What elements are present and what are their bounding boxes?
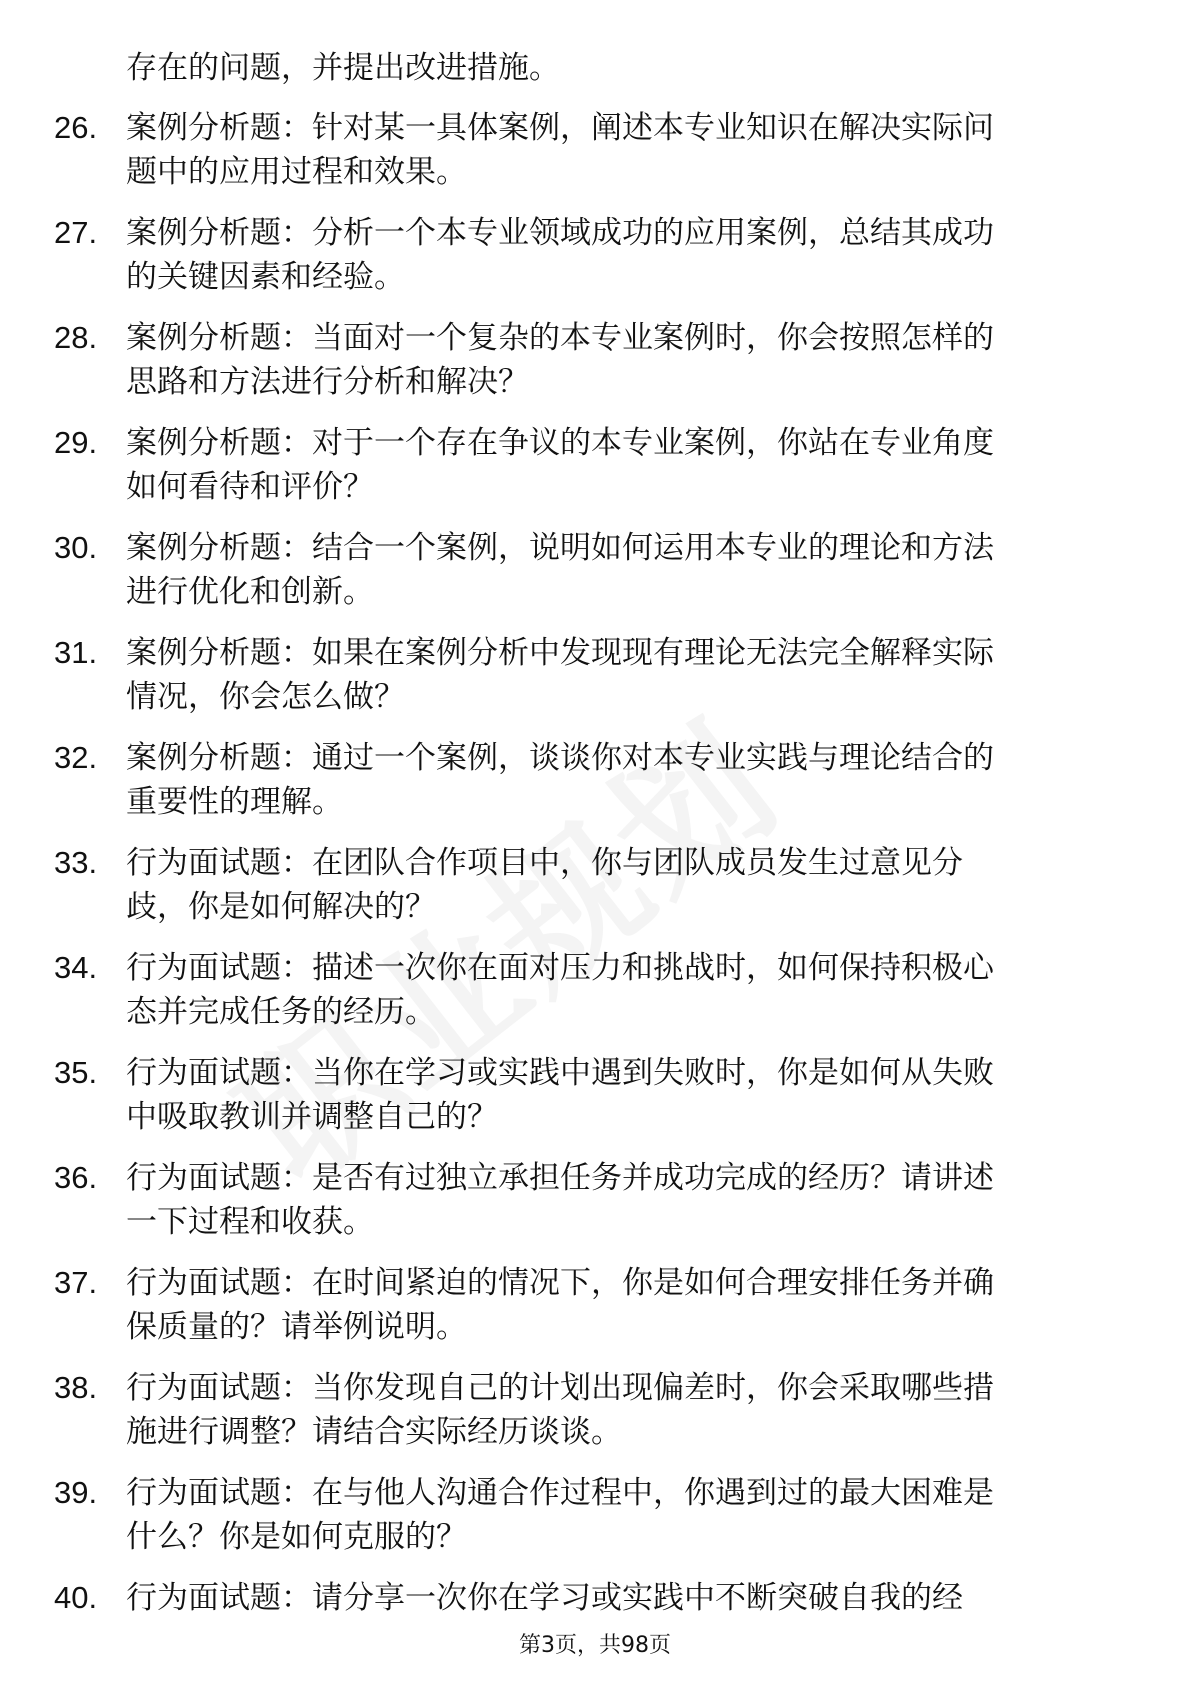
question-text	[126, 946, 1126, 1034]
question-number: 35.	[54, 1055, 98, 1090]
list-item	[0, 526, 1190, 631]
question-text	[126, 211, 1126, 299]
question-number: 34.	[54, 950, 98, 985]
question-number: 29.	[54, 425, 98, 460]
list-item	[0, 421, 1190, 526]
question-number: 32.	[54, 740, 98, 775]
list-item	[0, 1471, 1190, 1576]
list-item	[0, 631, 1190, 736]
question-line: 题中的应用过程和效果。	[126, 154, 467, 190]
question-text	[126, 1366, 1126, 1454]
question-line: 案例分析题：针对某一具体案例，阐述本专业知识在解决实际问	[126, 110, 994, 146]
question-line: 进行优化和创新。	[126, 574, 374, 610]
question-text	[126, 1051, 1126, 1139]
list-item	[0, 211, 1190, 316]
question-line: 思路和方法进行分析和解决？	[126, 364, 529, 400]
question-text	[126, 526, 1126, 614]
list-item	[0, 1051, 1190, 1156]
question-line: 一下过程和收获。	[126, 1204, 374, 1240]
question-number: 37.	[54, 1265, 98, 1300]
question-text	[126, 1471, 1126, 1559]
question-line: 施进行调整？请结合实际经历谈谈。	[126, 1414, 622, 1450]
question-text	[126, 1156, 1126, 1244]
question-list	[0, 106, 1190, 1681]
question-line: 情况，你会怎么做？	[126, 679, 405, 715]
question-number: 27.	[54, 215, 98, 250]
question-line: 什么？你是如何克服的？	[126, 1519, 467, 1555]
question-text	[126, 736, 1126, 824]
question-line: 重要性的理解。	[126, 784, 343, 820]
list-item	[0, 316, 1190, 421]
question-number: 39.	[54, 1475, 98, 1510]
question-line: 案例分析题：如果在案例分析中发现现有理论无法完全解释实际	[126, 635, 994, 671]
list-item	[0, 106, 1190, 211]
question-line: 行为面试题：在团队合作项目中，你与团队成员发生过意见分	[126, 845, 963, 881]
question-line: 中吸取教训并调整自己的？	[126, 1099, 498, 1135]
question-line: 行为面试题：是否有过独立承担任务并成功完成的经历？请讲述	[126, 1160, 994, 1196]
question-number: 26.	[54, 110, 98, 145]
question-text	[126, 1576, 1126, 1620]
question-line: 行为面试题：在时间紧迫的情况下，你是如何合理安排任务并确	[126, 1265, 994, 1301]
question-text	[126, 1261, 1126, 1349]
question-line: 的关键因素和经验。	[126, 259, 405, 295]
question-line: 案例分析题：对于一个存在争议的本专业案例，你站在专业角度	[126, 425, 994, 461]
question-line: 保质量的？请举例说明。	[126, 1309, 467, 1345]
question-number: 31.	[54, 635, 98, 670]
question-line: 行为面试题：当你在学习或实践中遇到失败时，你是如何从失败	[126, 1055, 994, 1091]
question-line: 歧，你是如何解决的？	[126, 889, 436, 925]
page-footer: 第3页，共98页	[519, 1633, 671, 1658]
list-item	[0, 946, 1190, 1051]
continuation-text: 存在的问题，并提出改进措施。	[126, 50, 560, 86]
question-number: 33.	[54, 845, 98, 880]
question-line: 如何看待和评价？	[126, 469, 374, 505]
list-item	[0, 736, 1190, 841]
list-item	[0, 1366, 1190, 1471]
question-number: 38.	[54, 1370, 98, 1405]
question-text	[126, 421, 1126, 509]
question-line: 行为面试题：请分享一次你在学习或实践中不断突破自我的经	[126, 1580, 963, 1616]
question-number: 30.	[54, 530, 98, 565]
question-number: 40.	[54, 1580, 98, 1615]
question-line: 案例分析题：结合一个案例，说明如何运用本专业的理论和方法	[126, 530, 994, 566]
question-text	[126, 316, 1126, 404]
question-line: 行为面试题：描述一次你在面对压力和挑战时，如何保持积极心	[126, 950, 994, 986]
question-text	[126, 631, 1126, 719]
question-line: 案例分析题：分析一个本专业领域成功的应用案例，总结其成功	[126, 215, 994, 251]
list-item	[0, 1576, 1190, 1681]
question-number: 36.	[54, 1160, 98, 1195]
question-line: 态并完成任务的经历。	[126, 994, 436, 1030]
question-line: 案例分析题：通过一个案例，谈谈你对本专业实践与理论结合的	[126, 740, 994, 776]
question-line: 行为面试题：在与他人沟通合作过程中，你遇到过的最大困难是	[126, 1475, 994, 1511]
list-item	[0, 1261, 1190, 1366]
list-item	[0, 841, 1190, 946]
question-number: 28.	[54, 320, 98, 355]
question-text	[126, 106, 1126, 194]
list-item	[0, 1156, 1190, 1261]
question-line: 行为面试题：当你发现自己的计划出现偏差时，你会采取哪些措	[126, 1370, 994, 1406]
question-line: 案例分析题：当面对一个复杂的本专业案例时，你会按照怎样的	[126, 320, 994, 356]
question-text	[126, 841, 1126, 929]
